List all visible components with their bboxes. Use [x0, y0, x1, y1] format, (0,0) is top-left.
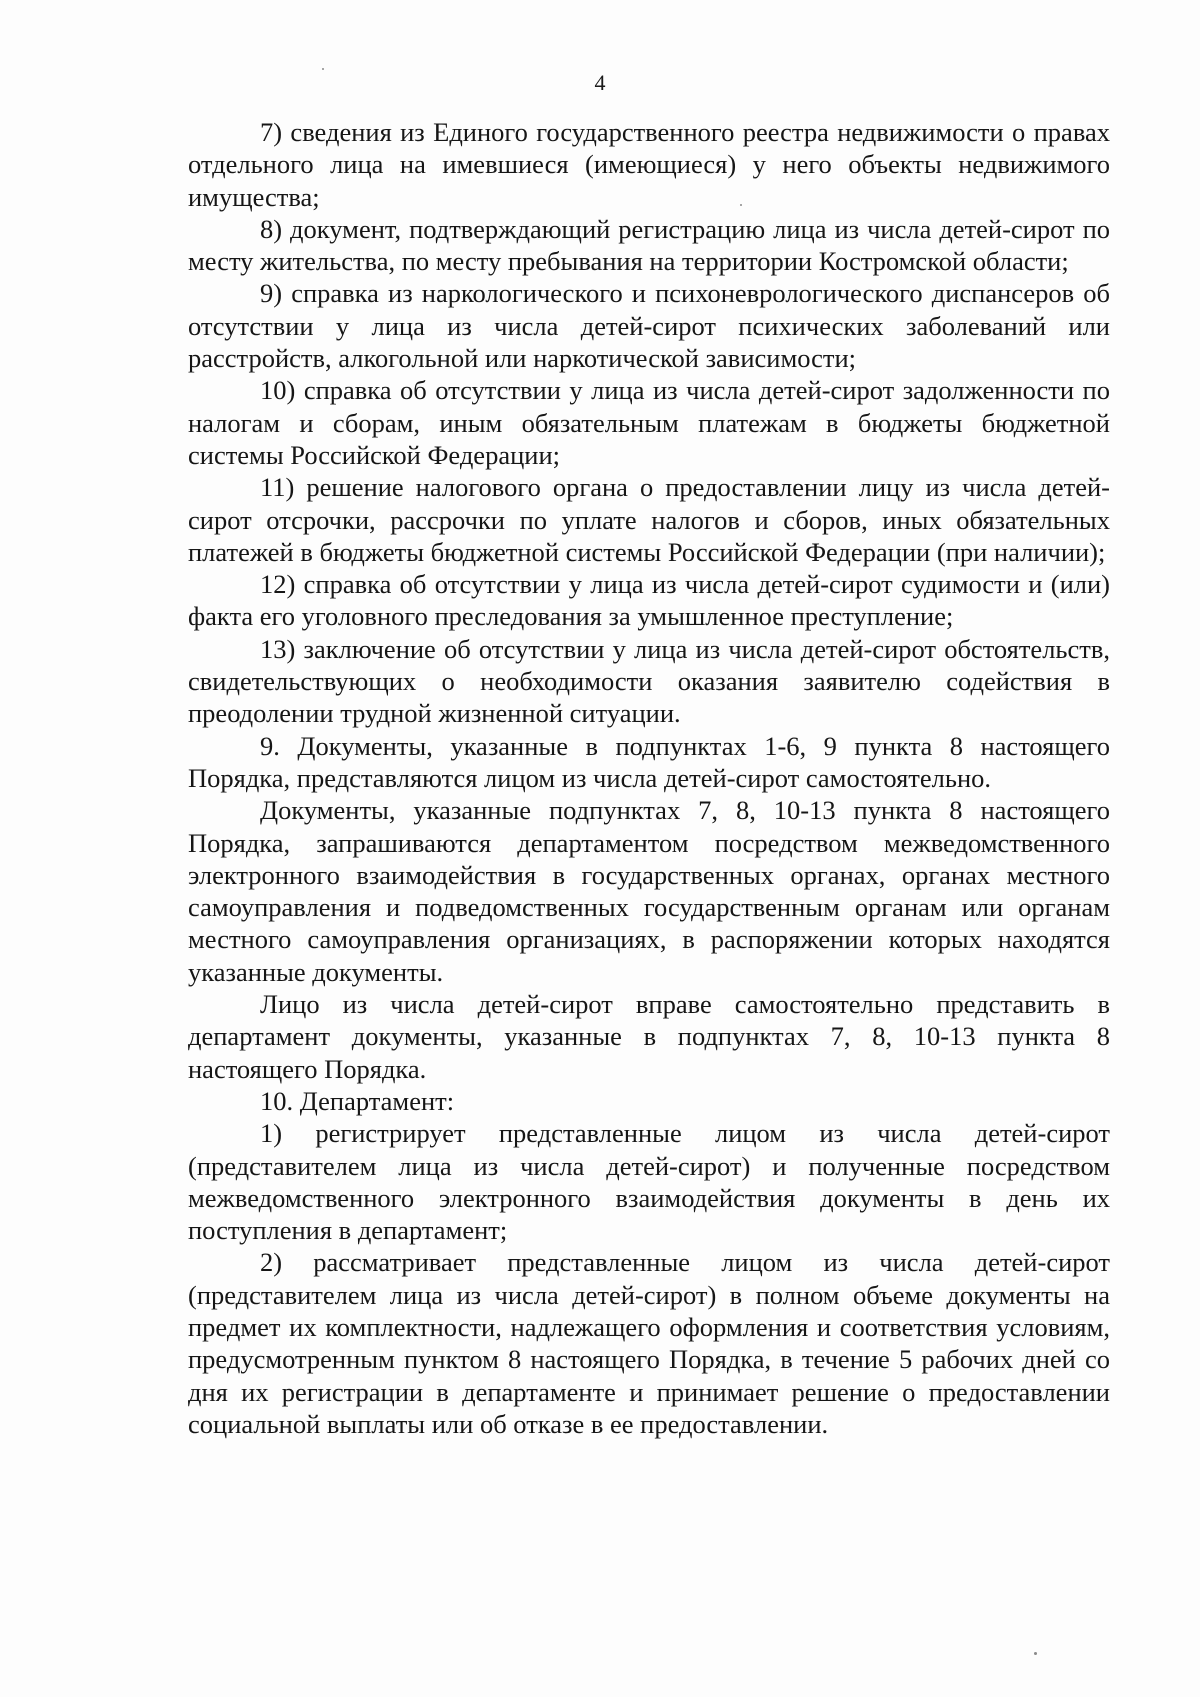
paragraph-requested-documents: Документы, указанные подпунктах 7, 8, 10-13 пункта 8 настоящего Порядка, запрашиваются департаментом посредством межведомственного электронного взаимодействия в государственных органах, органах местного самоуправления и подведомственных государственным органам или органам местного самоуправления организациях, в распоряжении которых находятся указанные документы. [188, 795, 1110, 987]
document-body [188, 116, 1110, 1440]
paragraph-item-13: 13) заключение об отсутствии у лица из числа детей-сирот обстоятельств, свидетельствующих о необходимости оказания заявителю содействия в преодолении трудной жизненной ситуации. [188, 633, 1110, 729]
scan-speck [740, 204, 742, 206]
paragraph-self-submission: Лицо из числа детей-сирот вправе самостоятельно представить в департамент документы, указанные в подпунктах 7, 8, 10-13 пункта 8 настоящего Порядка. [188, 989, 1110, 1084]
scan-speck [322, 68, 324, 70]
paragraph-item-12: 12) справка об отсутствии у лица из числа детей-сирот судимости и (или) факта его уголовного преследования за умышленное преступление; [188, 569, 1110, 632]
paragraph-point-10-item-2: 2) рассматривает представленные лицом из числа детей-сирот (представителем лица из числа детей-сирот) в полном объеме документы на предмет их комплектности, надлежащего оформления и соответствия условиям, предусмотренным пунктом 8 настоящего Порядка, в течение 5 рабочих дней со дня их регистрации в департаменте и принимает решение о предоставлении социальной выплаты или об отказе в ее предоставлении. [188, 1247, 1110, 1439]
paragraph-point-9: 9. Документы, указанные в подпунктах 1-6, 9 пункта 8 настоящего Порядка, представляются лицом из числа детей-сирот самостоятельно. [188, 730, 1110, 793]
paragraph-item-7: 7) сведения из Единого государственного реестра недвижимости о правах отдельного лица на имевшиеся (имеющиеся) у него объекты недвижимого имущества; [188, 117, 1110, 212]
paragraph-item-8: 8) документ, подтверждающий регистрацию лица из числа детей-сирот по месту жительства, по месту пребывания на территории Костромской области; [188, 213, 1110, 277]
paragraph-point-10-item-1: 1) регистрирует представленные лицом из числа детей-сирот (представителем лица из числа детей-сирот) и полученные посредством межведомственного электронного взаимодействия документы в день их поступления в департамент; [188, 1118, 1110, 1246]
paragraph-item-10: 10) справка об отсутствии у лица из числа детей-сирот задолженности по налогам и сборам, иным обязательным платежам в бюджеты бюджетной системы Российской Федерации; [188, 375, 1110, 470]
paragraph-point-10-heading: 10. Департамент: [260, 1085, 455, 1116]
scan-speck [1034, 1652, 1037, 1655]
page-number: 4 [594, 70, 606, 95]
paragraph-item-9: 9) справка из наркологического и психоневрологического диспансеров об отсутствии у лица из числа детей-сирот психических заболеваний или расстройств, алкогольной или наркотической зависимости; [188, 278, 1110, 374]
paragraph-item-11: 11) решение налогового органа о предоставлении лицу из числа детей-сирот отсрочки, рассрочки по уплате налогов и сборов, иных обязательных платежей в бюджеты бюджетной системы Российской Федерации (при наличии); [188, 472, 1110, 567]
